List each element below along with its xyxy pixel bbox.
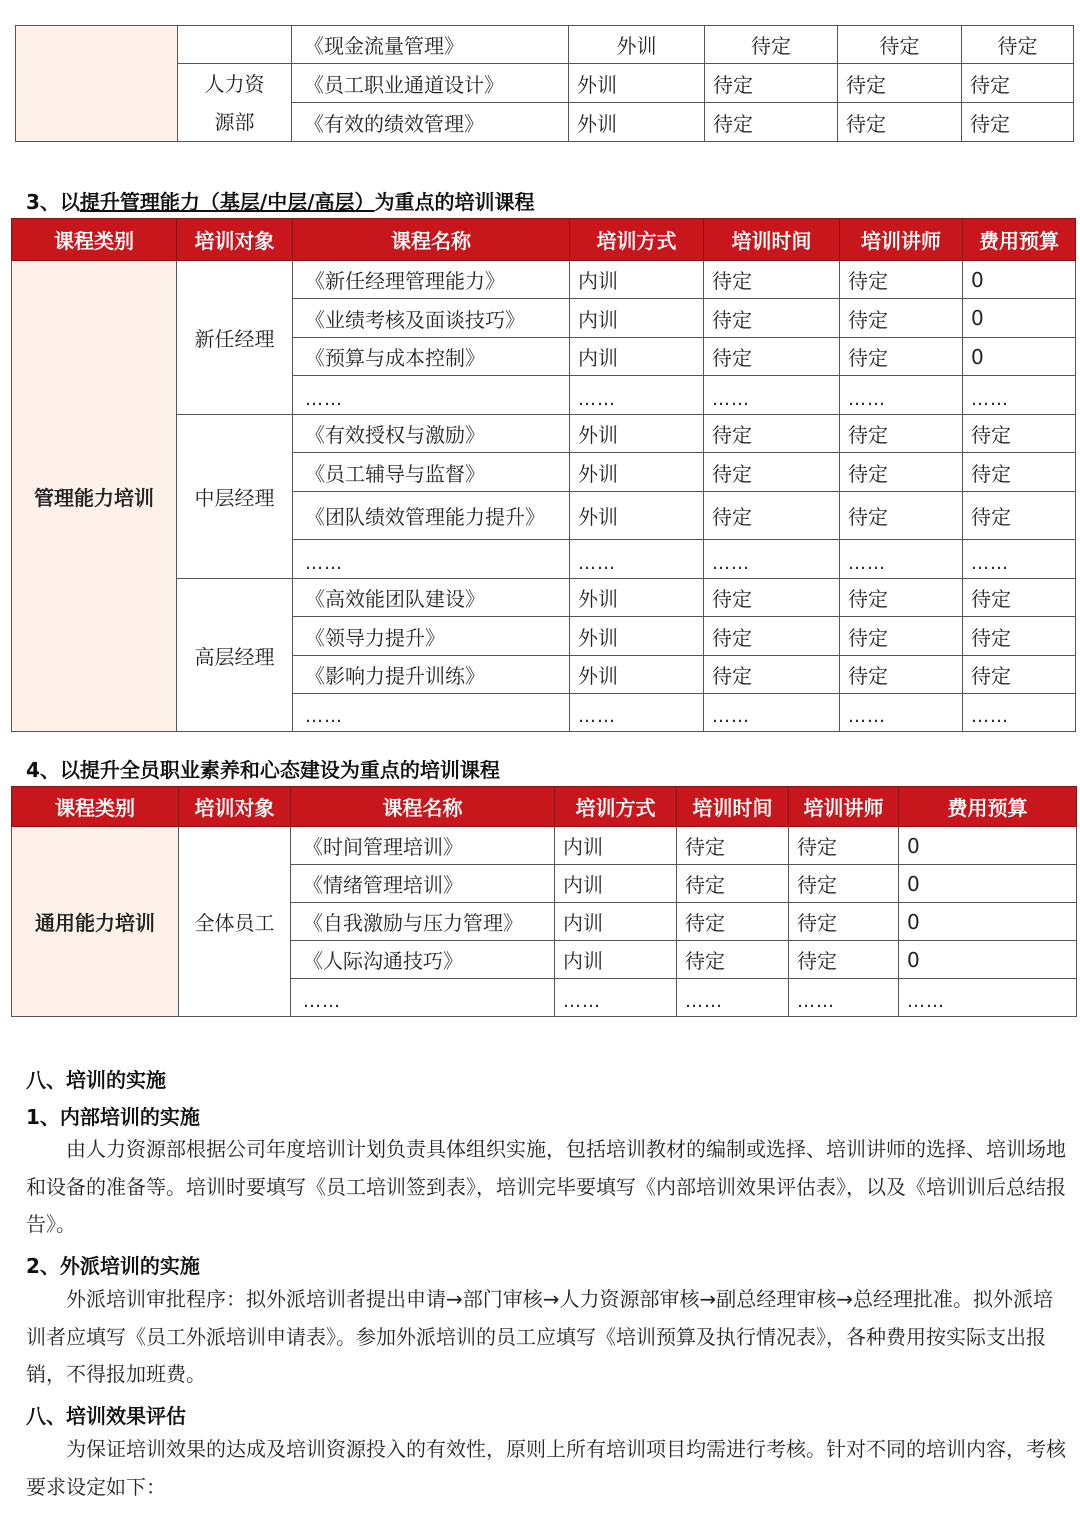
lecturer-cell: 待定 [840,656,963,694]
course-cell: 《高效能团队建设》 [293,579,570,617]
budget-cell: …… [963,376,1076,415]
budget-cell: 0 [899,903,1077,941]
paragraph-text: 由人力资源部根据公司年度培训计划负责具体组织实施，包括培训教材的编制或选择、培训讲师的选择、培训场地和设备的准备等。培训时要填写《员工培训签到表》，培训完毕要填写《内部培训效果评估表》，以及《培训训后总结报告》。 [26,1137,1066,1236]
lecturer-cell: …… [840,540,963,579]
method-cell: …… [570,694,704,732]
lecturer-cell: 待定 [789,865,899,903]
lecturer-cell: 待定 [840,299,963,338]
lecturer-cell: 待定 [840,261,963,299]
method-cell: 内训 [555,903,677,941]
course-cell: 《自我激励与压力管理》 [291,903,555,941]
time-cell: …… [704,540,840,579]
method-cell: 外训 [570,492,704,540]
section-3-title-prefix: 3、以 [26,190,80,214]
time-cell: 待定 [704,338,840,376]
lecturer-cell: 待定 [789,941,899,979]
category-cell [16,26,178,142]
course-cell: 《影响力提升训练》 [293,656,570,694]
lecturer-cell: 待定 [840,579,963,617]
category-cell: 管理能力培训 [12,261,177,732]
course-cell: …… [291,979,555,1017]
course-cell: 《情绪管理培训》 [291,865,555,903]
method-cell: 外训 [569,103,705,142]
lecturer-cell: 待定 [840,338,963,376]
time-cell: 待定 [704,299,840,338]
col-header-course: 课程名称 [293,219,570,261]
lecturer-cell: 待定 [838,64,962,103]
paragraph-text: 为保证培训效果的达成及培训资源投入的有效性，原则上所有培训项目均需进行考核。针对不同的培训内容，考核要求设定如下： [26,1437,1066,1499]
section-8-title: 八、培训的实施 [26,1068,166,1092]
method-cell: …… [555,979,677,1017]
time-cell: 待定 [677,827,789,865]
time-cell: 待定 [705,103,838,142]
col-header-course: 课程名称 [291,787,555,827]
section-8-2-title: 2、外派培训的实施 [26,1254,200,1278]
time-cell: …… [704,376,840,415]
budget-cell: 待定 [963,617,1076,656]
section-4-title: 4、以提升全员职业素养和心态建设为重点的培训课程 [26,758,500,782]
budget-cell: 0 [963,338,1076,376]
table-header-row [12,787,1077,827]
top-course-table [15,25,1074,142]
time-cell: 待定 [704,261,840,299]
section-8-2-paragraph [26,1281,1066,1394]
lecturer-cell: …… [840,694,963,732]
col-header-lecturer: 培训讲师 [789,787,899,827]
method-cell: 外训 [570,617,704,656]
method-cell: 外训 [569,64,705,103]
time-cell: 待定 [705,26,838,64]
target-cell-blank [178,26,292,64]
course-cell: 《团队绩效管理能力提升》 [293,492,570,540]
course-cell: 《预算与成本控制》 [293,338,570,376]
course-cell: 《业绩考核及面谈技巧》 [293,299,570,338]
section-3-title-suffix: 为重点的培训课程 [374,190,535,214]
table-row [12,827,1077,865]
course-cell: 《新任经理管理能力》 [293,261,570,299]
col-header-budget: 费用预算 [963,219,1076,261]
method-cell: 外训 [570,579,704,617]
method-cell: 内训 [570,338,704,376]
table-row [16,26,1074,64]
lecturer-cell: 待定 [840,617,963,656]
course-cell: 《现金流量管理》 [292,26,569,64]
budget-cell: 待定 [963,415,1076,453]
lecturer-cell: 待定 [838,103,962,142]
col-header-lecturer: 培训讲师 [840,219,963,261]
course-cell: 《人际沟通技巧》 [291,941,555,979]
method-cell: …… [570,376,704,415]
col-header-method: 培训方式 [570,219,704,261]
course-cell: 《有效授权与激励》 [293,415,570,453]
method-cell: 内训 [555,941,677,979]
time-cell: 待定 [704,656,840,694]
budget-cell: 0 [963,261,1076,299]
lecturer-cell: 待定 [840,453,963,492]
budget-cell: 0 [963,299,1076,338]
management-training-table [11,218,1076,732]
section-9-paragraph [26,1431,1066,1506]
section-3-title [26,186,535,215]
budget-cell: 待定 [963,492,1076,540]
target-cell: 新任经理 [177,261,293,415]
section-8-1-title: 1、内部培训的实施 [26,1105,200,1129]
section-8-1-paragraph [26,1131,1066,1244]
time-cell: 待定 [704,492,840,540]
budget-cell: 待定 [962,64,1074,103]
budget-cell: 0 [899,827,1077,865]
budget-cell: …… [963,540,1076,579]
budget-cell: 0 [899,865,1077,903]
table-header-row [12,219,1076,261]
time-cell: 待定 [704,579,840,617]
time-cell: …… [704,694,840,732]
col-header-budget: 费用预算 [899,787,1077,827]
col-header-category: 课程类别 [12,219,177,261]
method-cell: 外训 [569,26,705,64]
col-header-target: 培训对象 [179,787,291,827]
method-cell: 外训 [570,656,704,694]
time-cell: 待定 [704,415,840,453]
lecturer-cell: 待定 [838,26,962,64]
time-cell: 待定 [704,617,840,656]
lecturer-cell: …… [789,979,899,1017]
course-cell: 《员工职业通道设计》 [292,64,569,103]
budget-cell: 待定 [962,26,1074,64]
method-cell: 内训 [570,299,704,338]
budget-cell: 待定 [963,656,1076,694]
col-header-time: 培训时间 [677,787,789,827]
method-cell: 内训 [570,261,704,299]
section-3-title-underlined: 提升管理能力（基层/中层/高层） [79,190,375,214]
course-cell: 《有效的绩效管理》 [292,103,569,142]
lecturer-cell: …… [840,376,963,415]
col-header-method: 培训方式 [555,787,677,827]
time-cell: 待定 [677,903,789,941]
method-cell: 外训 [570,415,704,453]
table-row [12,261,1076,299]
target-cell [178,64,292,142]
lecturer-cell: 待定 [840,415,963,453]
lecturer-cell: 待定 [789,827,899,865]
time-cell: 待定 [704,453,840,492]
method-cell: …… [570,540,704,579]
category-cell: 通用能力培训 [12,827,179,1017]
col-header-target: 培训对象 [177,219,293,261]
time-cell: 待定 [677,941,789,979]
target-cell: 高层经理 [177,579,293,732]
method-cell: 外训 [570,453,704,492]
budget-cell: …… [899,979,1077,1017]
budget-cell: 待定 [963,579,1076,617]
method-cell: 内训 [555,865,677,903]
course-cell: 《时间管理培训》 [291,827,555,865]
col-header-time: 培训时间 [704,219,840,261]
time-cell: 待定 [677,865,789,903]
target-label: 人力资源部 [204,71,265,134]
target-cell: 中层经理 [177,415,293,579]
budget-cell: 待定 [962,103,1074,142]
paragraph-text: 外派培训审批程序：拟外派培训者提出申请→部门审核→人力资源部审核→副总经理审核→总经理批准。拟外派培训者应填写《员工外派培训申请表》。参加外派培训的员工应填写《培训预算及执行情况表》，各种费用按实际支出报销，不得报加班费。 [26,1287,1054,1386]
budget-cell: …… [963,694,1076,732]
method-cell: 内训 [555,827,677,865]
time-cell: …… [677,979,789,1017]
general-training-table [11,786,1077,1017]
budget-cell: 待定 [963,453,1076,492]
time-cell: 待定 [705,64,838,103]
lecturer-cell: 待定 [789,903,899,941]
section-9-title: 八、培训效果评估 [26,1404,186,1428]
target-cell: 全体员工 [179,827,291,1017]
course-cell: …… [293,376,570,415]
course-cell: …… [293,694,570,732]
col-header-category: 课程类别 [12,787,179,827]
budget-cell: 0 [899,941,1077,979]
course-cell: …… [293,540,570,579]
course-cell: 《领导力提升》 [293,617,570,656]
course-cell: 《员工辅导与监督》 [293,453,570,492]
lecturer-cell: 待定 [840,492,963,540]
